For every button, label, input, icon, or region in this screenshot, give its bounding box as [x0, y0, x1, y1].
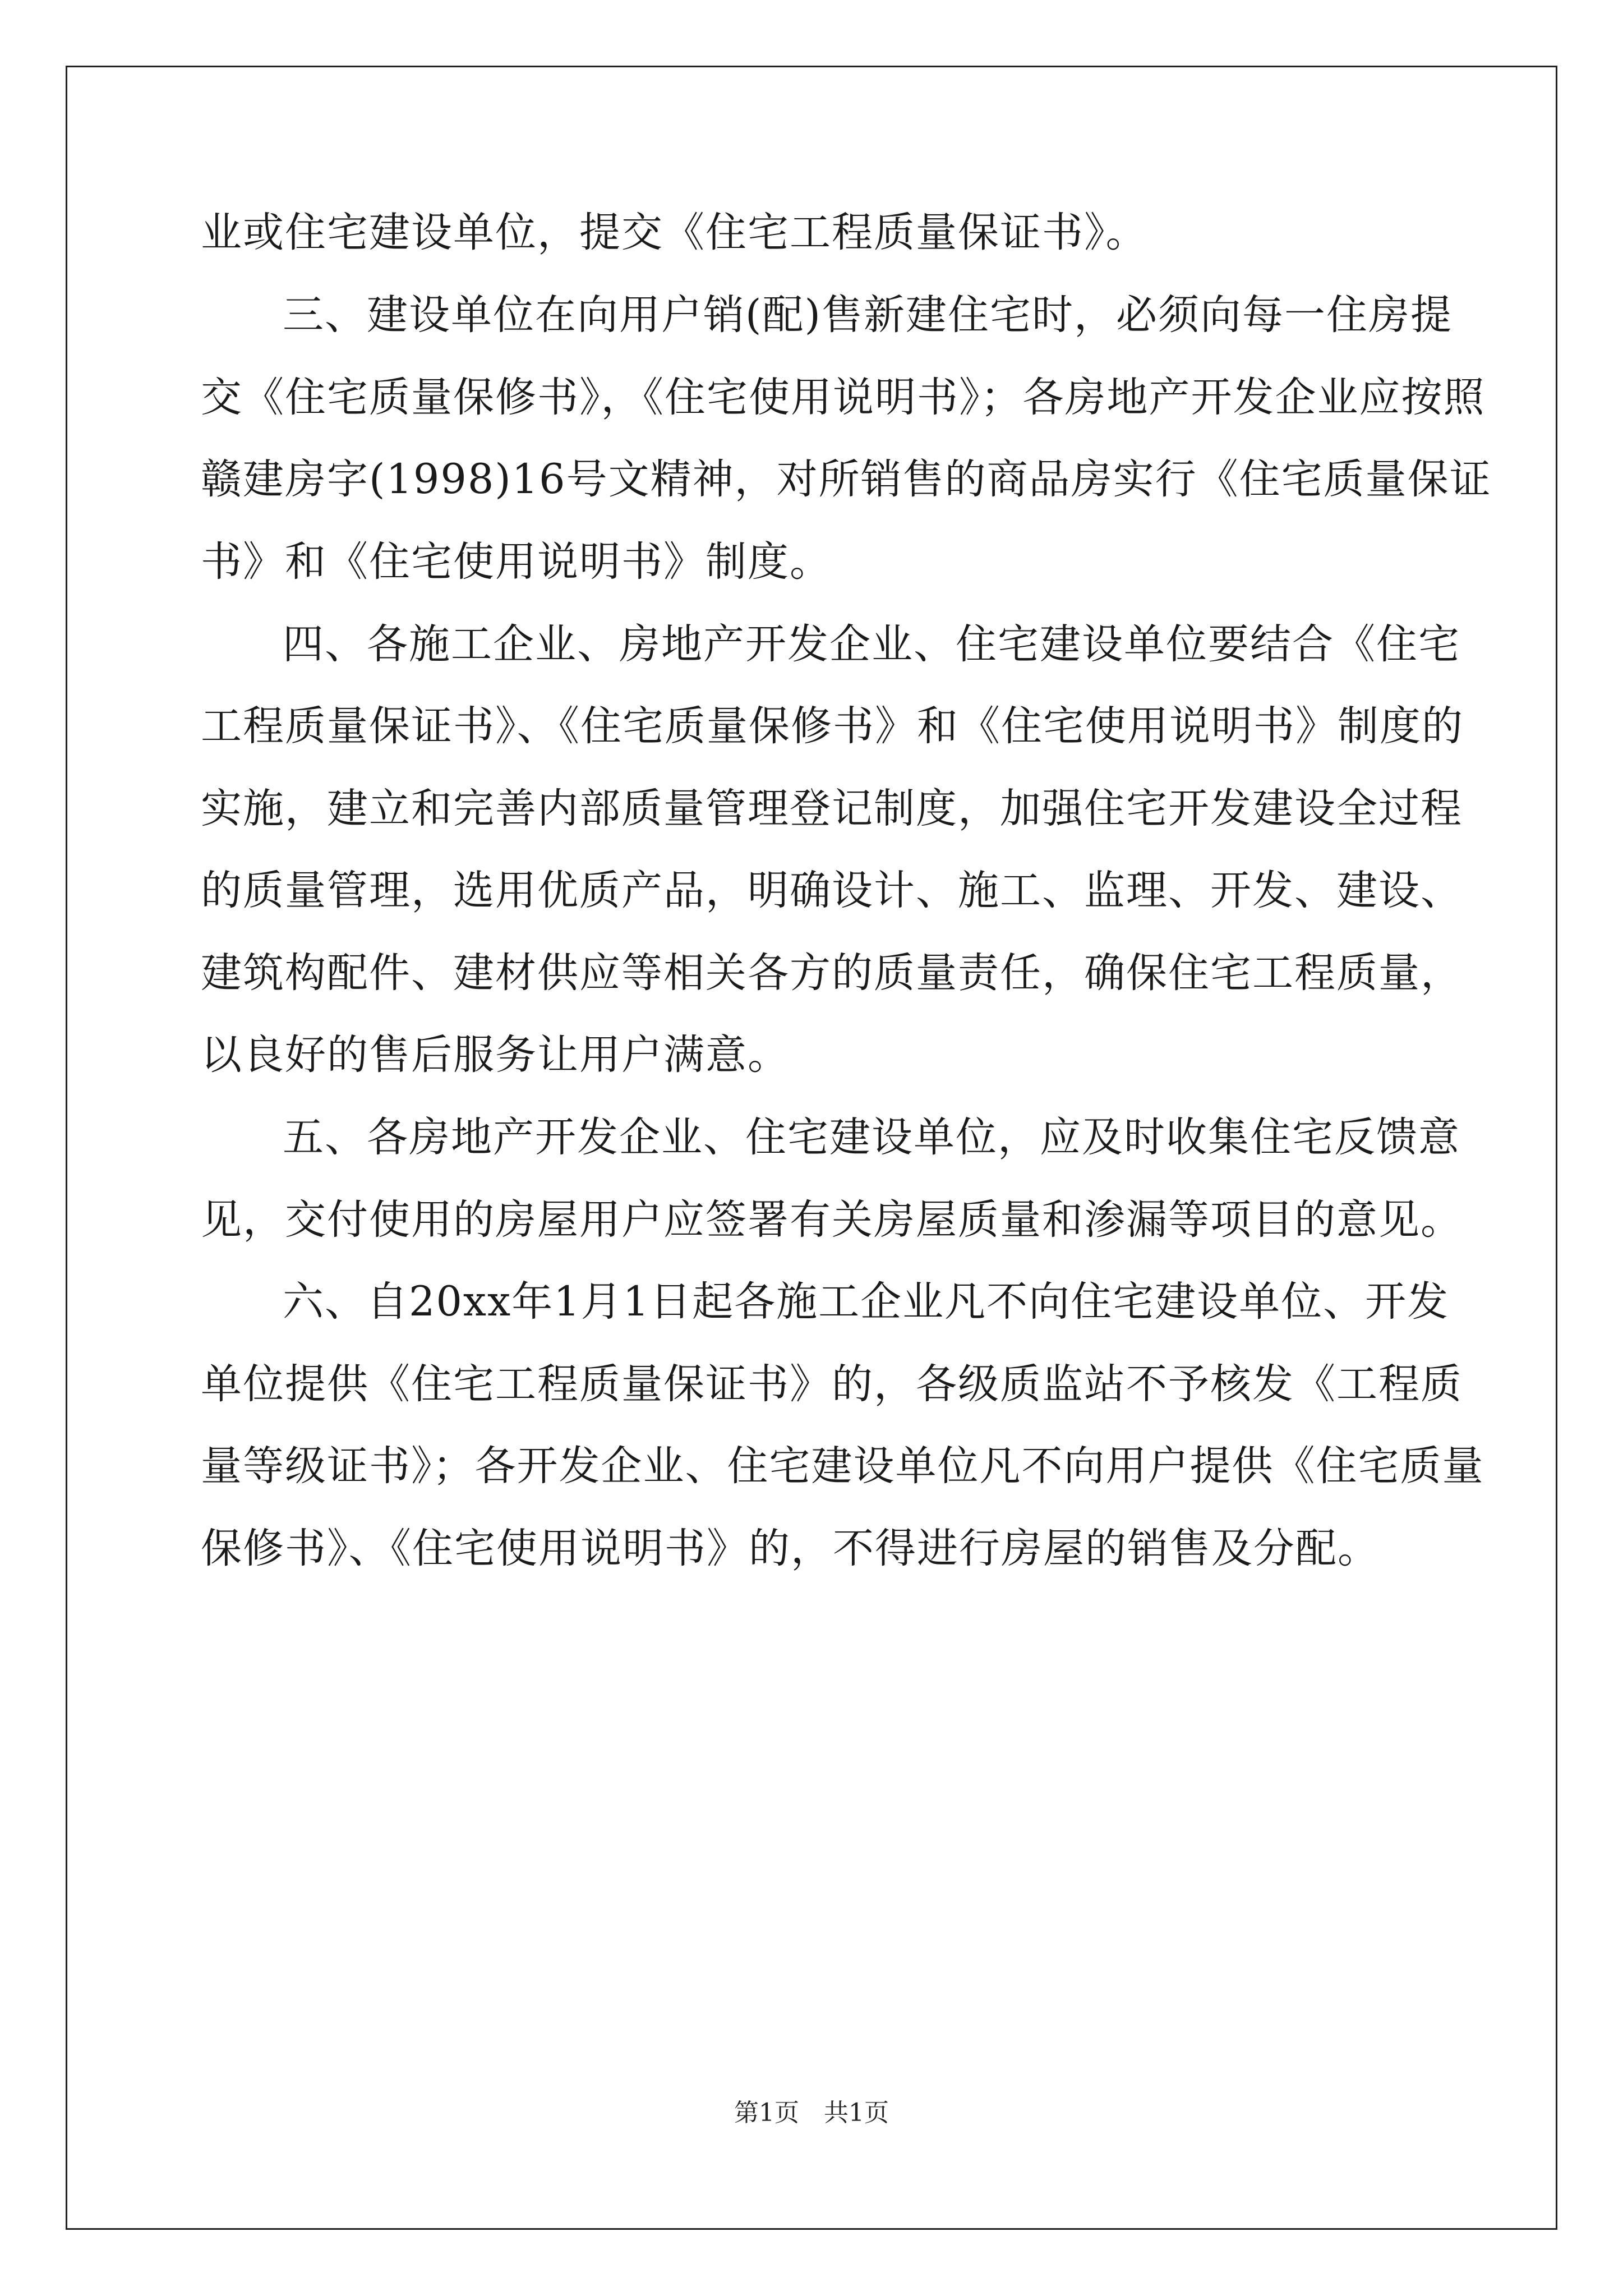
text-line: 五、各房地产开发企业、住宅建设单位，应及时收集住宅反馈意 — [283, 1114, 1460, 1161]
text-line: 业或住宅建设单位，提交《住宅工程质量保证书》。 — [201, 209, 1148, 256]
text-line: 书》和《住宅使用说明书》制度。 — [201, 538, 832, 586]
text-line: 四、各施工企业、房地产开发企业、住宅建设单位要结合《住宅 — [283, 620, 1460, 668]
text-line: 六、自20xx年1月1日起各施工企业凡不向住宅建设单位、开发 — [283, 1278, 1450, 1326]
text-line: 的质量管理，选用优质产品，明确设计、施工、监理、开发、建设、 — [201, 867, 1463, 914]
text-line: 保修书》、《住宅使用说明书》的，不得进行房屋的销售及分配。 — [201, 1525, 1380, 1572]
text-line: 交《住宅质量保修书》，《住宅使用说明书》；各房地产开发企业应按照 — [201, 374, 1486, 421]
text-line: 三、建设单位在向用户销(配)售新建住宅时，必须向每一住房提 — [283, 291, 1453, 339]
text-line: 工程质量保证书》、《住宅质量保修书》和《住宅使用说明书》制度的 — [201, 702, 1464, 750]
text-line: 以良好的售后服务让用户满意。 — [201, 1031, 790, 1079]
text-line: 量等级证书》；各开发企业、住宅建设单位凡不向用户提供《住宅质量 — [201, 1442, 1484, 1490]
page-number-footer: 第1页 共1页 — [734, 2099, 889, 2127]
text-line: 见，交付使用的房屋用户应签署有关房屋质量和渗漏等项目的意见。 — [201, 1196, 1463, 1244]
text-line: 实施，建立和完善内部质量管理登记制度，加强住宅开发建设全过程 — [201, 785, 1463, 832]
text-line: 赣建房字(1998)16号文精神，对所销售的商品房实行《住宅质量保证 — [201, 455, 1492, 503]
text-line: 建筑构配件、建材供应等相关各方的质量责任，确保住宅工程质量， — [201, 949, 1463, 997]
text-line: 单位提供《住宅工程质量保证书》的，各级质监站不予核发《工程质 — [201, 1360, 1463, 1408]
